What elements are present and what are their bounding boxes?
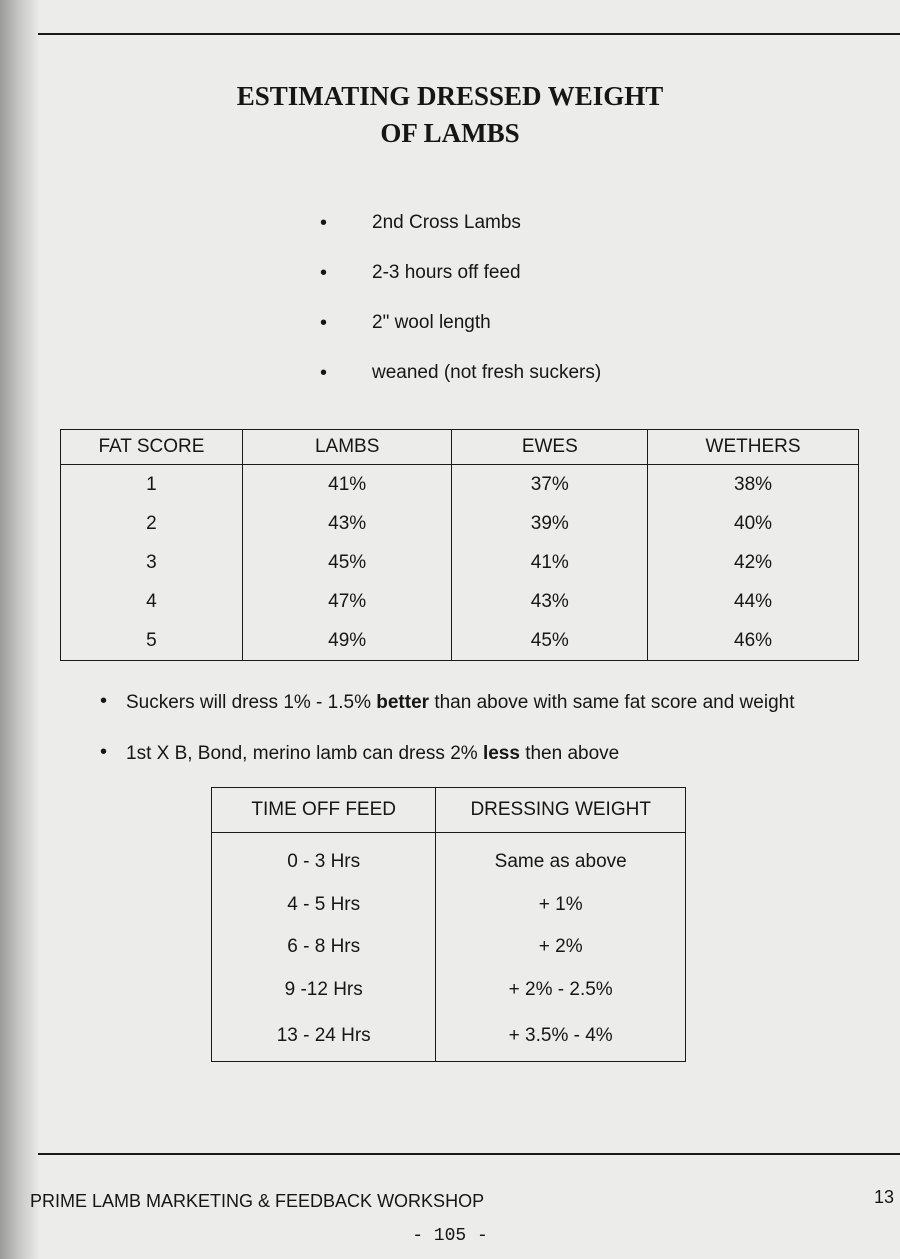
ewes-cell: 37%	[452, 465, 648, 505]
ewes-cell: 43%	[452, 582, 648, 621]
note-text: then above	[519, 743, 620, 764]
bullet-icon: •	[100, 741, 108, 763]
table-row	[212, 833, 686, 884]
page-number: - 105 -	[412, 1226, 488, 1246]
table-row	[212, 884, 686, 927]
fat-score-cell: 5	[61, 621, 243, 661]
page-spine-shadow	[0, 0, 40, 1259]
header-lambs: LAMBS	[242, 430, 452, 465]
top-rule	[38, 33, 900, 35]
time-cell: 4 - 5 Hrs	[212, 884, 436, 927]
note-emphasis: better	[376, 692, 430, 713]
bullet-icon: •	[100, 690, 108, 712]
dressing-cell: + 2%	[436, 926, 686, 969]
note-text: Suckers will dress 1% - 1.5%	[126, 692, 377, 713]
dressing-cell: Same as above	[436, 833, 686, 884]
lambs-cell: 41%	[242, 465, 452, 505]
fat-score-table	[60, 429, 859, 661]
wethers-cell: 44%	[648, 582, 859, 621]
table-row	[212, 969, 686, 1012]
time-off-feed-table	[211, 787, 686, 1062]
table-row	[61, 504, 859, 543]
footer-workshop-title: PRIME LAMB MARKETING & FEEDBACK WORKSHOP	[30, 1191, 485, 1211]
bullet-icon: •	[320, 362, 328, 384]
wethers-cell: 40%	[648, 504, 859, 543]
lambs-cell: 47%	[242, 582, 452, 621]
table-row	[61, 465, 859, 505]
table-row	[212, 1011, 686, 1062]
fat-score-cell: 4	[61, 582, 243, 621]
dressing-cell: + 3.5% - 4%	[436, 1011, 686, 1062]
time-cell: 0 - 3 Hrs	[212, 833, 436, 884]
wethers-cell: 38%	[648, 465, 859, 505]
bullet-icon: •	[320, 212, 328, 234]
ewes-cell: 45%	[452, 621, 648, 661]
table-row	[212, 926, 686, 969]
table-row	[61, 582, 859, 621]
header-dressing-weight: DRESSING WEIGHT	[436, 788, 686, 833]
dressing-cell: + 1%	[436, 884, 686, 927]
table-row	[61, 543, 859, 582]
fat-score-cell: 3	[61, 543, 243, 582]
time-cell: 13 - 24 Hrs	[212, 1011, 436, 1062]
fat-score-cell: 1	[61, 465, 243, 505]
section-page-number: 13	[873, 1187, 894, 1207]
lambs-cell: 49%	[242, 621, 452, 661]
fat-score-cell: 2	[61, 504, 243, 543]
table-header-row	[61, 430, 859, 465]
time-cell: 6 - 8 Hrs	[212, 926, 436, 969]
bottom-rule	[38, 1153, 900, 1155]
bullet-icon: •	[320, 262, 328, 284]
header-time-off-feed: TIME OFF FEED	[212, 788, 436, 833]
note-emphasis: less	[482, 743, 520, 764]
table-row	[61, 621, 859, 661]
header-ewes: EWES	[452, 430, 648, 465]
title-line-2: OF LAMBS	[380, 118, 520, 148]
ewes-cell: 39%	[452, 504, 648, 543]
bullet-icon: •	[320, 312, 328, 334]
header-fat-score: FAT SCORE	[61, 430, 243, 465]
lambs-cell: 45%	[242, 543, 452, 582]
table-header-row	[212, 788, 686, 833]
ewes-cell: 41%	[452, 543, 648, 582]
time-cell: 9 -12 Hrs	[212, 969, 436, 1012]
wethers-cell: 42%	[648, 543, 859, 582]
page-title	[0, 78, 900, 152]
title-line-1: ESTIMATING DRESSED WEIGHT	[236, 81, 664, 111]
note-text: than above with same fat score and weight	[429, 692, 795, 713]
note-text: 1st X B, Bond, merino lamb can dress 2%	[126, 743, 483, 764]
dressing-cell: + 2% - 2.5%	[436, 969, 686, 1012]
wethers-cell: 46%	[648, 621, 859, 661]
header-wethers: WETHERS	[648, 430, 859, 465]
lambs-cell: 43%	[242, 504, 452, 543]
